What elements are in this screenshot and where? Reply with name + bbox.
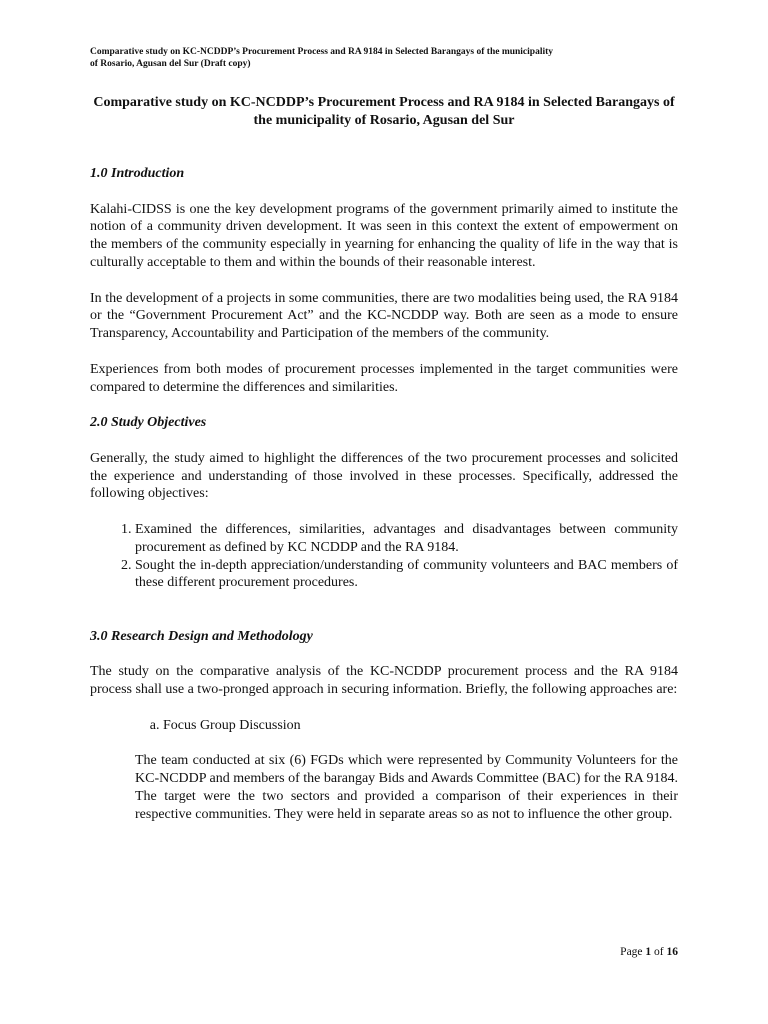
section-heading-introduction: 1.0 Introduction [90,166,185,181]
objective-item: 1. Examined the differences, similarities, advantages and disadvantages between community procurement as defined by KC NCDDP and the RA 9184. [135,521,678,557]
page-word: Page [620,946,643,958]
page-footer [620,946,678,958]
intro-paragraph-1: Kalahi-CIDSS is one the key development programs of the government primarily aimed to institute the notion of a community driven development. It was seen in this context the extent of empowerment on the members of the community especially in yearning for enhancing the quality of life in the way that is culturally acceptable to them and within the bounds of their reasonable interest. [90,201,678,270]
approaches-list [90,717,678,735]
methodology-intro: The study on the comparative analysis of the KC-NCDDP procurement process and the RA 9184 process shall use a two-pronged approach in securing information. Briefly, the following approaches are: [90,664,678,698]
page-current: 1 [645,946,652,958]
objective-item: 2. Sought the in-depth appreciation/understanding of community volunteers and BAC members of these different procurement procedures. [135,557,678,593]
document-title: Comparative study on KC-NCDDP’s Procurement Process and RA 9184 in Selected Barangays of the municipality of Rosario, Agusan del Sur [93,95,675,128]
objectives-list [90,521,678,592]
section-heading-objectives: 2.0 Study Objectives [90,415,207,431]
section-heading-methodology: 3.0 Research Design and Methodology [90,628,313,644]
intro-paragraph-2: In the development of a projects in some communities, there are two modalities being used, the RA 9184 or the “Government Procurement Act” and the KC-NCDDP way. Both are seen as a mode to ensure Transparency, Accountability and Participation of the members of the community. [90,290,678,342]
document-body [90,165,678,823]
objectives-intro: Generally, the study aimed to highlight the differences of the two procurement processes and solicited the experience and understanding of those involved in these processes. Specifically, addressed the following objectives: [90,450,678,502]
page-total: 16 [666,946,678,958]
approach-item-label: a. Focus Group Discussion [163,717,678,735]
approach-item-text: The team conducted at six (6) FGDs which were represented by Community Volunteers for the KC-NCDDP and members of the barangay Bids and Awards Committee (BAC) for the RA 9184. The target were the two sectors and provided a comparison of their experiences in their respective communities. They were held in separate areas so as not to influence the other group. [135,753,678,822]
intro-paragraph-3: Experiences from both modes of procurement processes implemented in the target communities were compared to determine the differences and similarities. [90,361,678,395]
of-word: of [654,946,664,958]
running-header: Comparative study on KC-NCDDP’s Procurement Process and RA 9184 in Selected Barangays of the municipality of Rosario, Agusan del Sur (Draft copy) [90,47,554,69]
